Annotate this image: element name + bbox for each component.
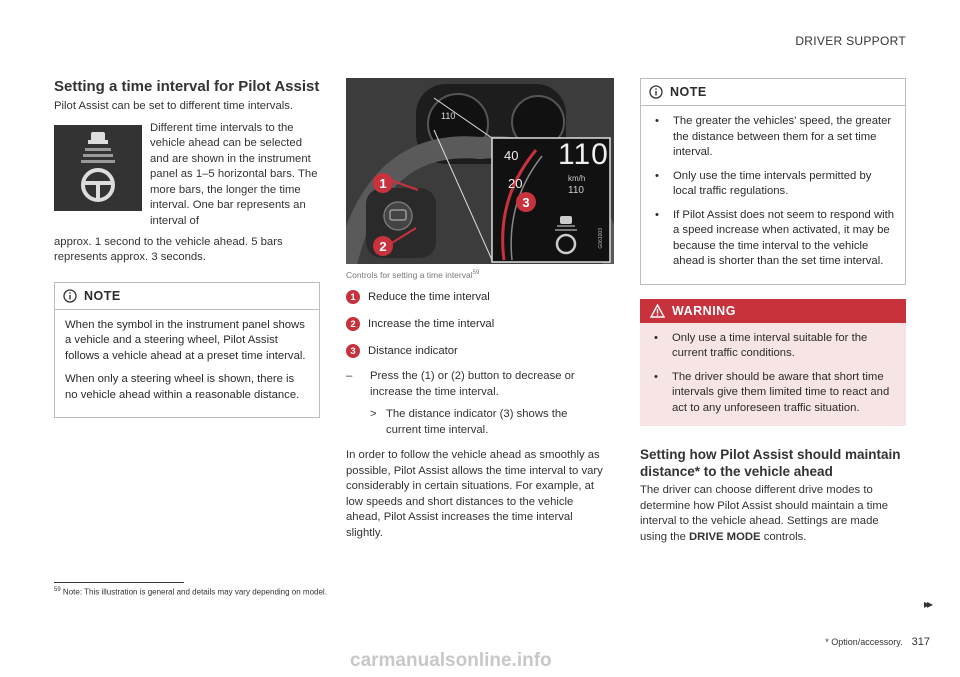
step-marker: – [346,370,353,382]
note-body [55,310,319,418]
note-body [641,106,905,284]
note-item: • The greater the vehicles' speed, the greater the distance between them for a set time interval. [651,114,895,161]
callout-marker-3: 3 [516,192,536,212]
note-box [640,78,906,285]
warning-label: WARNING [672,303,736,318]
middle-column [346,78,614,541]
figure-caption: Controls for setting a time interval$^{59}$ [346,270,480,280]
callout-label: Reduce the time interval [368,291,490,303]
section-header: DRIVER SUPPORT [795,34,906,48]
warning-list [650,331,896,417]
callout-item [346,290,614,305]
body-text-continued: approx. 1 second to the vehicle ahead. 5 bars represents approx. 3 seconds. [54,235,283,263]
time-interval-symbol-image [54,125,142,211]
footnote-number: 59 [54,587,61,593]
continue-arrows-icon: ▸▸ [923,597,930,611]
warning-body [640,323,906,427]
drive-mode-paragraph: The driver can choose different drive modes to determine how Pilot Assist should maintain a time interval to the vehicle ahead. Settings are made using the DRIVE MODE controls. [640,484,889,543]
inset-set-speed: 110 [568,185,584,196]
note-label: NOTE [84,288,121,303]
note-list [651,114,895,270]
callout-list [346,290,614,359]
watermark: carmanualsonline.info [350,650,552,671]
info-icon [63,289,77,303]
inset-unit: km/h [568,174,586,183]
subsection-heading: Setting how Pilot Assist should maintain distance* to the vehicle ahead [640,447,901,479]
result-text: The distance indicator (3) shows the current time interval. [386,408,568,436]
right-column [640,78,906,545]
inset-speed: 110 [558,138,609,171]
warning-header [640,299,906,323]
page-number: 317 [911,636,930,648]
caption-footnote-ref: 59 [472,270,480,277]
callout-number: 1 [346,290,360,304]
callout-item [346,344,614,359]
instruction-step [346,369,614,400]
warning-box [640,299,906,427]
footnote-text: Note: This illustration is general and details may vary depending on model. [62,587,327,597]
drive-mode-term: DRIVE MODE [689,530,761,543]
body-text-wrapped: Different time intervals to the vehicle ahead can be selected and are shown in the instrument panel as 1–5 horizontal bars. The more bars, the longer the time interval. One bar represents an interval of [150,121,318,227]
callout-number: 3 [346,344,360,358]
note-paragraph: When the symbol in the instrument panel shows a vehicle and a steering wheel, Pilot Assist follows a vehicle ahead at a preset time interval. [65,318,306,362]
left-column [54,78,320,418]
callout-label: Distance indicator [368,345,458,357]
gauge-tick-40: 40 [504,148,519,163]
note-box [54,282,320,419]
info-icon [649,85,663,99]
option-note: * Option/accessory. [825,637,903,647]
footnote [54,587,327,597]
image-code: G061003 [598,228,604,249]
callout-number: 2 [346,317,360,331]
note-item: • Only use the time intervals permitted by local traffic regulations. [651,169,895,200]
intro-text: Pilot Assist can be set to different time intervals. [54,100,294,112]
note-header [641,79,905,106]
step-text: Press the (1) or (2) button to decrease or increase the time interval. [370,370,575,398]
warning-triangle-icon [650,304,665,318]
result-marker: > [370,408,377,420]
explanation-paragraph: In order to follow the vehicle ahead as smoothly as possible, Pilot Assist allows the time interval to vary considerably in certain situations. For example, at low speeds and short distances to the vehicle ahead, Pilot Assist increases the time interval slightly. [346,449,603,539]
note-label: NOTE [670,85,707,99]
warning-item: • Only use a time interval suitable for the current traffic conditions. [650,331,896,362]
section-title: Setting a time interval for Pilot Assist [54,78,320,95]
car-and-steering-wheel-icon [54,125,142,211]
note-header [55,283,319,310]
warning-item: • The driver should be aware that short time intervals give them limited time to react and act to any unforeseen traffic situation. [650,370,896,417]
note-item: • If Pilot Assist does not seem to respond with a speed increase when activated, it may be because the time interval to the vehicle ahead is shorter than the set time interval. [651,208,895,270]
page-footer [825,636,930,648]
callout-label: Increase the time interval [368,318,495,330]
step-result [346,407,614,438]
note-paragraph: When only a steering wheel is shown, there is no vehicle ahead within a reasonable distance. [65,373,300,401]
footnote-divider [54,582,184,583]
controls-figure [346,78,614,264]
callout-marker-2: 2 [373,236,393,256]
cluster-speed: 110 [441,111,456,121]
callout-item [346,317,614,332]
callout-marker-1: 1 [373,173,393,193]
gauge-tick-20: 20 [508,176,523,191]
